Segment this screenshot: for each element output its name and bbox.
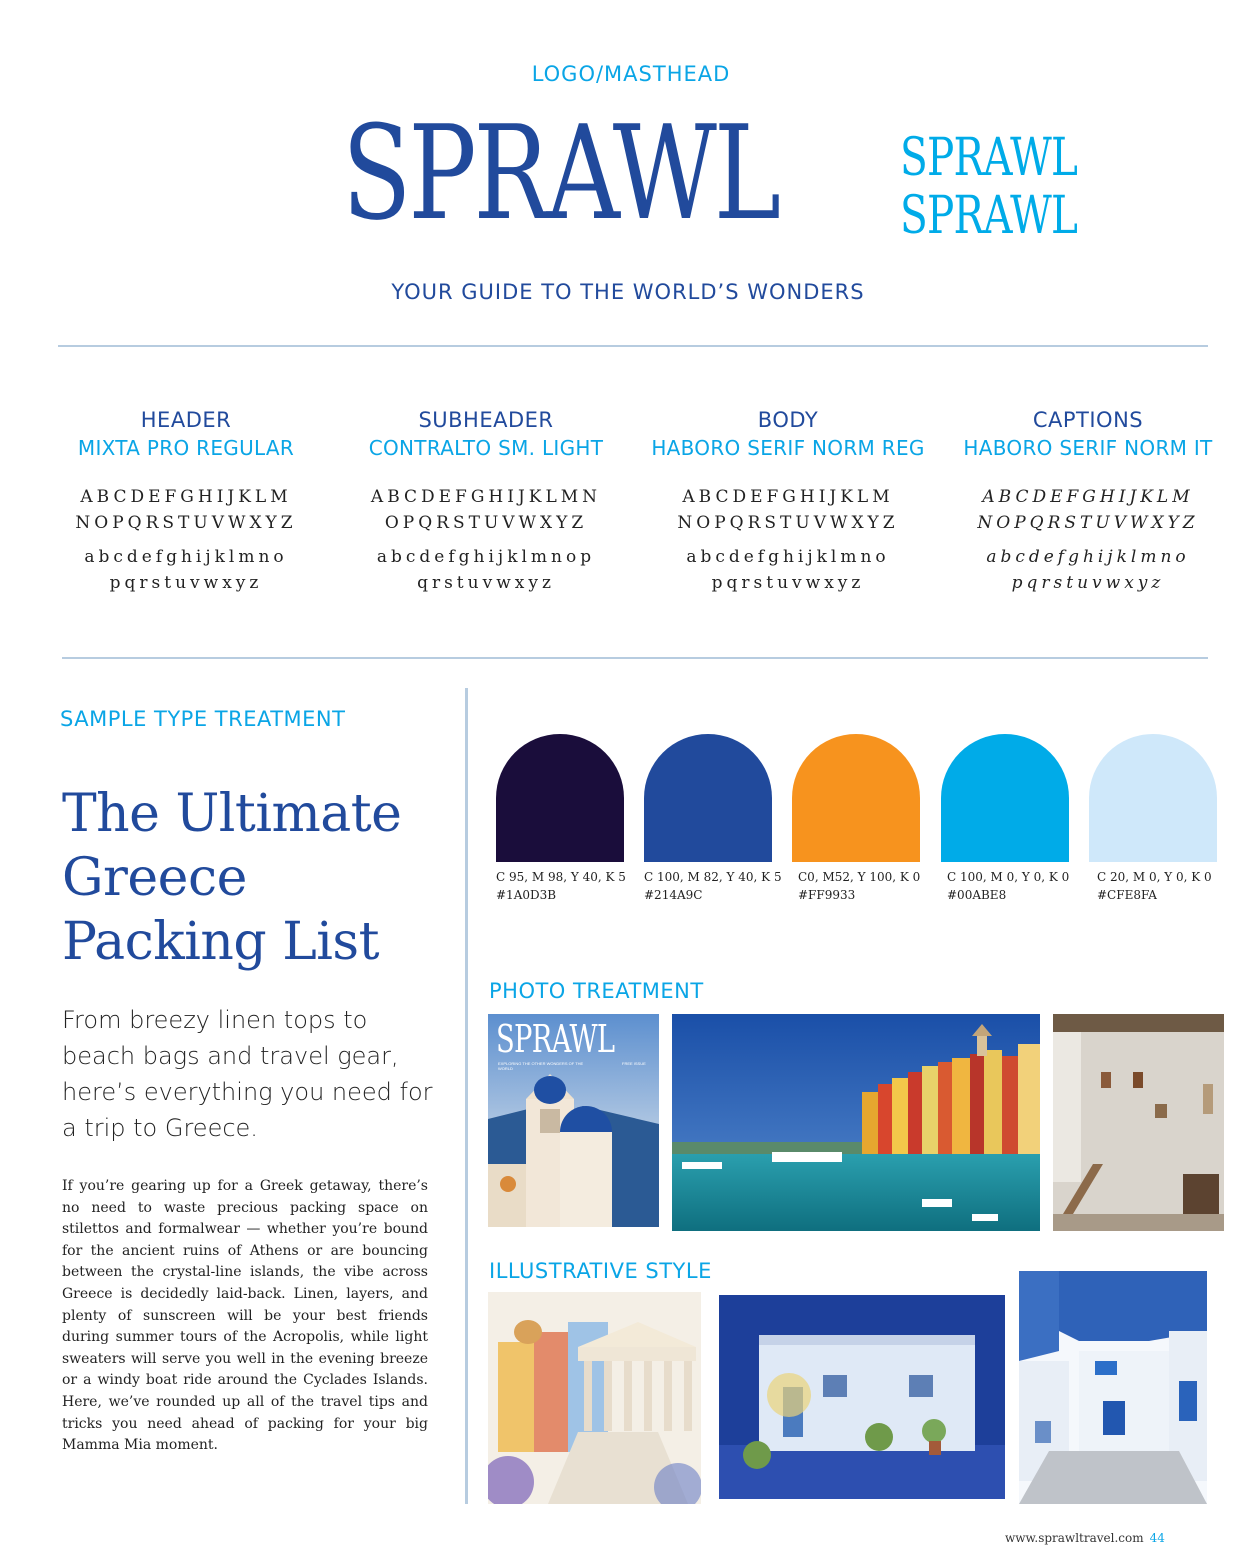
swatch-hex: #00ABE8 [947, 888, 1007, 902]
masthead-section-label: LOGO/MASTHEAD [531, 62, 731, 86]
lowercase-specimen: abcdefghijklmno pqrstuvwxyz [986, 547, 1190, 593]
font-role: BODY [757, 408, 819, 432]
font-role: HEADER [140, 408, 232, 432]
color-swatch [496, 734, 624, 902]
font-name: CONTRALTO SM. LIGHT [368, 436, 604, 460]
tagline: YOUR GUIDE TO THE WORLD’S WONDERS [391, 280, 865, 304]
sample-body-text: If you’re gearing up for a Greek getaway, there’s no need to waste precious packing space on stilettos and formalwear — whether you’re bound for the ancient ruins of Athens or are bouncing between the crystal-line islands, the vibe across Greece is decidedly laid-back. Linen, layers, and plenty of sunscreen will be your best friends during summer tours of the Acropolis, while light sweaters will serve you well in the evening breeze or a windy boat ride around the Cyclades Islands. Here, we’ve rounded up all of the travel tips and tricks you need ahead of packing for your big Mamma Mia moment. [62, 1178, 428, 1454]
lowercase-specimen: abcdefghijklmno pqrstuvwxyz [686, 547, 890, 593]
font-name: HABORO SERIF NORM REG [651, 436, 925, 460]
logo-main: SPRAWL [342, 97, 778, 249]
page-footer [1005, 1531, 1165, 1545]
magazine-cover-photo [488, 1014, 659, 1227]
color-swatch [644, 734, 782, 902]
vertical-divider [465, 688, 468, 1504]
swatch-chip [644, 734, 772, 862]
uppercase-specimen: ABCDEFGHIJKLM NOPQRSTUVWXYZ [977, 487, 1199, 533]
swatch-cmyk: C 95, M 98, Y 40, K 5 [496, 870, 626, 884]
swatch-cmyk: C 20, M 0, Y 0, K 0 [1097, 870, 1212, 884]
sample-headline: The Ultimate Greece Packing List [62, 784, 402, 972]
divider [58, 345, 1208, 347]
uppercase-specimen: ABCDEFGHIJKLM NOPQRSTUVWXYZ [677, 487, 899, 533]
swatch-chip [941, 734, 1069, 862]
swatch-cmyk: C 100, M 82, Y 40, K 5 [644, 870, 782, 884]
logo-variant-2: SPRAWL [900, 186, 1078, 246]
swatch-cmyk: C 100, M 0, Y 0, K 0 [947, 870, 1070, 884]
color-swatch [941, 734, 1069, 902]
illustrative-section-label: ILLUSTRATIVE STYLE [489, 1259, 712, 1283]
font-role: CAPTIONS [1032, 408, 1144, 432]
font-role: SUBHEADER [418, 408, 554, 432]
cover-issue: FREE ISSUE [622, 1061, 646, 1066]
lowercase-specimen: abcdefghijklmno pqrstuvwxyz [84, 547, 288, 593]
illustration-night-house [719, 1295, 1005, 1499]
sample-subhead: From breezy linen tops to beach bags and travel gear, here’s everything you need for a trip to Greece. [62, 1006, 433, 1142]
font-name: MIXTA PRO REGULAR [77, 436, 295, 460]
divider [62, 657, 1208, 659]
illustration-alley [1019, 1271, 1207, 1504]
color-swatch [1089, 734, 1217, 902]
font-spec-body [638, 408, 938, 596]
sample-section-label: SAMPLE TYPE TREATMENT [60, 707, 346, 731]
font-spec-subheader [336, 408, 636, 596]
swatch-cmyk: C0, M52, Y 100, K 0 [798, 870, 921, 884]
footer-url[interactable]: www.sprawltravel.com [1005, 1531, 1144, 1545]
lowercase-specimen: abcdefghijklmnop qrstuvwxyz [376, 547, 596, 593]
font-spec-captions [938, 408, 1238, 596]
uppercase-specimen: ABCDEFGHIJKLMN OPQRSTUVWXYZ [370, 487, 602, 533]
swatch-hex: #FF9933 [798, 888, 856, 902]
cover-tagline: EXPLORING THE OTHER WONDERS OF THE WORLD [498, 1061, 584, 1071]
interior-photo [1053, 1014, 1224, 1231]
swatch-hex: #1A0D3B [496, 888, 557, 902]
color-swatch [792, 734, 920, 902]
logo-variant-1: SPRAWL [900, 128, 1078, 188]
swatch-chip [496, 734, 624, 862]
swatch-chip [1089, 734, 1217, 862]
illustration-temple [488, 1292, 701, 1504]
harbor-photo [672, 1014, 1040, 1231]
swatch-hex: #CFE8FA [1097, 888, 1157, 902]
font-spec-header [36, 408, 336, 596]
uppercase-specimen: ABCDEFGHIJKLM NOPQRSTUVWXYZ [75, 487, 297, 533]
swatch-chip [792, 734, 920, 862]
font-name: HABORO SERIF NORM IT [963, 436, 1213, 460]
photo-section-label: PHOTO TREATMENT [489, 979, 704, 1003]
page-number: 44 [1149, 1531, 1165, 1545]
swatch-hex: #214A9C [644, 888, 703, 902]
cover-title: SPRAWL [496, 1017, 615, 1061]
